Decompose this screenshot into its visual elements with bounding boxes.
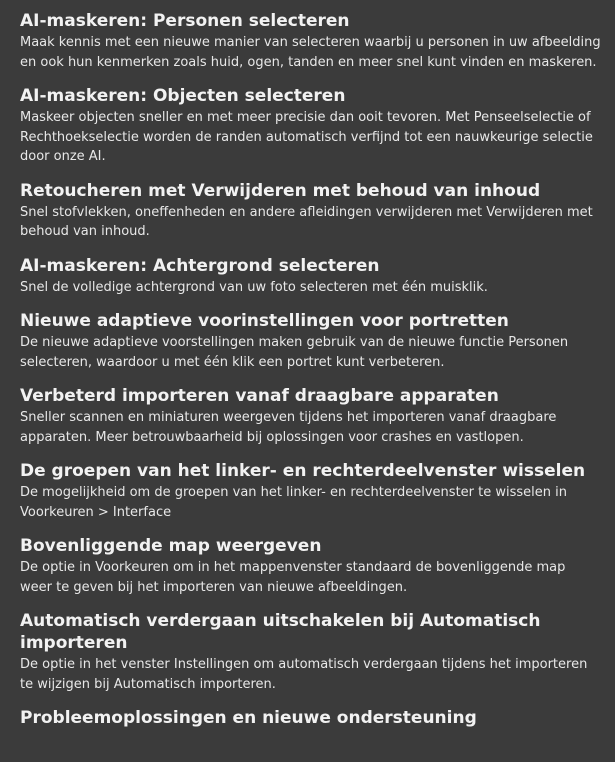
feature-description: De optie in het venster Instellingen om automatisch verdergaan tijdens het importeren te wijzigen bij Automatisch importeren. bbox=[20, 657, 588, 692]
feature-title: Verbeterd importeren vanaf draagbare apparaten bbox=[20, 386, 499, 406]
feature-swap-panels bbox=[20, 460, 601, 522]
feature-bug-fixes bbox=[20, 707, 601, 729]
feature-description: Sneller scannen en miniaturen weergeven tijdens het importeren vanaf draagbare apparaten. Meer betrouwbaarheid bij oplossingen voor crashes en vastlopen. bbox=[20, 410, 557, 445]
feature-title: Automatisch verdergaan uitschakelen bij Automatisch importeren bbox=[20, 611, 541, 653]
feature-description: Maak kennis met een nieuwe manier van selecteren waarbij u personen in uw afbeelding en ook hun kenmerken zoals huid, ogen, tanden en meer snel kunt vinden en maskeren. bbox=[20, 35, 601, 70]
feature-title: Probleemoplossingen en nieuwe ondersteuning bbox=[20, 708, 477, 728]
feature-description: Snel de volledige achtergrond van uw foto selecteren met één muisklik. bbox=[20, 279, 488, 295]
feature-title: Retoucheren met Verwijderen met behoud van inhoud bbox=[20, 180, 541, 201]
feature-title: Nieuwe adaptieve voorinstellingen voor portretten bbox=[20, 311, 509, 331]
feature-title: AI-maskeren: Objecten selecteren bbox=[20, 86, 346, 106]
feature-description: Snel stofvlekken, oneffenheden en andere afleidingen verwijderen met Verwijderen met behoud van inhoud. bbox=[20, 204, 593, 239]
feature-parent-folder bbox=[20, 535, 601, 597]
feature-content-aware-remove bbox=[20, 180, 601, 242]
feature-people-select bbox=[20, 10, 601, 72]
feature-description: Maskeer objecten sneller en met meer precisie dan ooit tevoren. Met Penseelselectie of Rechthoekselectie worden de randen automatisch verfijnd tot een nauwkeurige selectie door onze AI. bbox=[20, 110, 593, 164]
feature-title: AI-maskeren: Achtergrond selecteren bbox=[20, 255, 380, 276]
feature-description: De nieuwe adaptieve voorstellingen maken gebruik van de nieuwe functie Personen selecteren, waardoor u met één klik een portret kunt verbeteren. bbox=[20, 335, 569, 370]
feature-object-select bbox=[20, 85, 601, 167]
feature-title: AI-maskeren: Personen selecteren bbox=[20, 11, 350, 31]
feature-background-select bbox=[20, 255, 601, 298]
feature-adaptive-presets bbox=[20, 310, 601, 372]
feature-title: De groepen van het linker- en rechterdeelvenster wisselen bbox=[20, 461, 586, 481]
feature-title: Bovenliggende map weergeven bbox=[20, 536, 322, 556]
feature-tethered-import bbox=[20, 385, 601, 447]
feature-description: De optie in Voorkeuren om in het mappenvenster standaard de bovenliggende map weer te geven bij het importeren van nieuwe afbeeldingen. bbox=[20, 560, 566, 595]
feature-description: De mogelijkheid om de groepen van het linker- en rechterdeelvenster te wisselen in Voorkeuren > Interface bbox=[20, 485, 567, 520]
feature-auto-advance bbox=[20, 610, 601, 694]
